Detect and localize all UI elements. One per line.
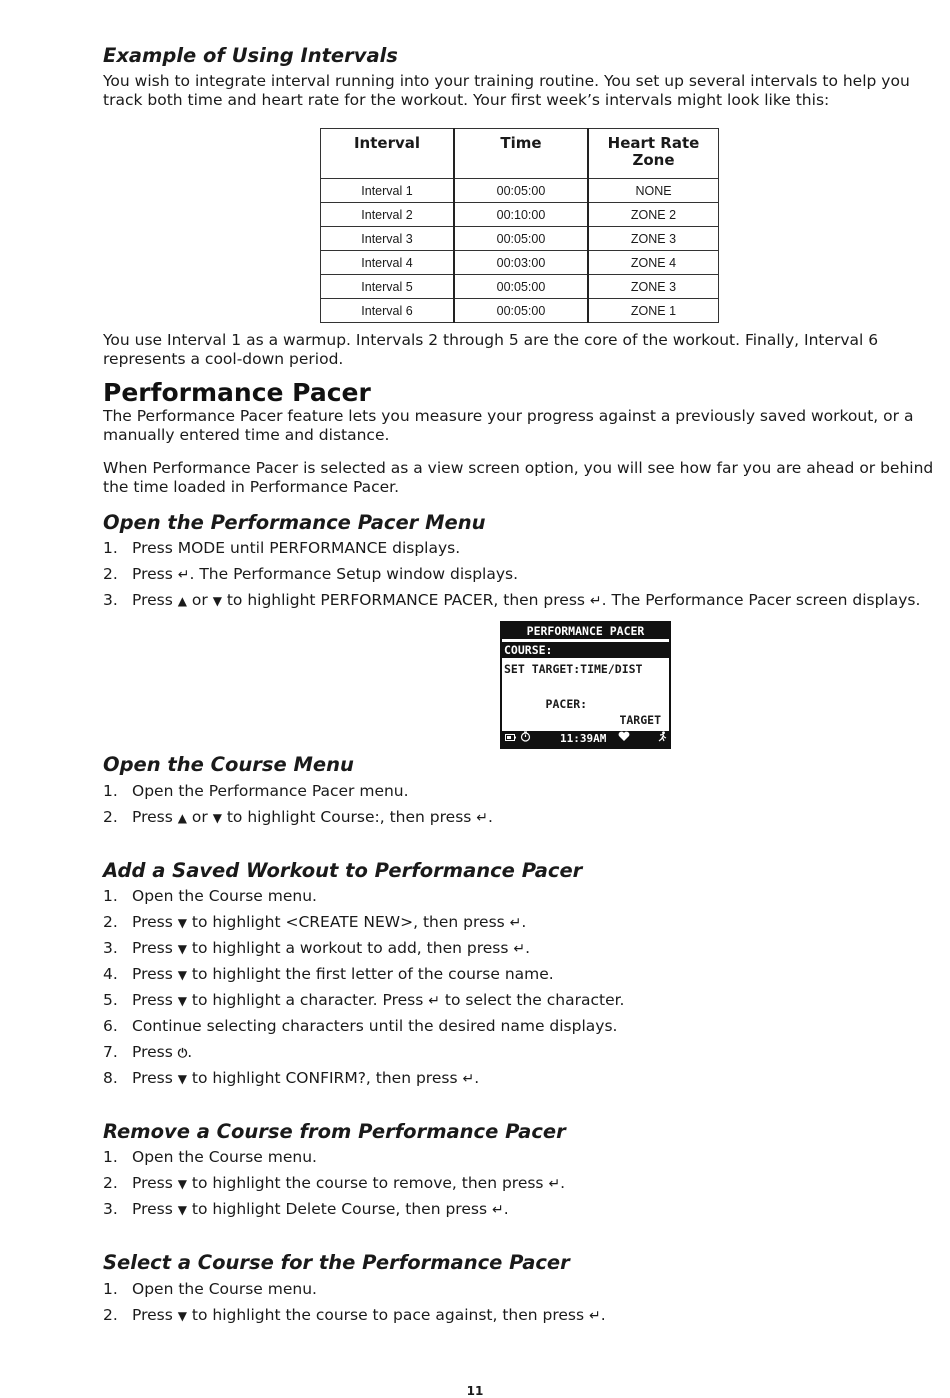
list-item xyxy=(103,590,920,610)
step-text: Press xyxy=(132,1043,178,1061)
step-text: to highlight the course to remove, then press xyxy=(186,1174,549,1192)
list-item xyxy=(103,1305,606,1325)
section-title-intervals-example: Example of Using Intervals xyxy=(103,44,398,67)
enter-icon: ↵ xyxy=(177,567,190,583)
step-text: Press xyxy=(132,965,178,983)
step-number: 7. xyxy=(103,1043,118,1061)
power-icon: ⏻ xyxy=(177,1046,188,1060)
pacer-description-paragraph: The Performance Pacer feature lets you measure your progress against a previously saved workout, or a manually entered time and distance. xyxy=(103,407,914,444)
step-number: 4. xyxy=(103,965,118,983)
enter-icon: ↵ xyxy=(428,993,440,1009)
step-text: Press xyxy=(132,1069,178,1087)
step-number: 2. xyxy=(103,1174,118,1192)
down-arrow-icon: ▼ xyxy=(177,1177,187,1191)
table-cell: ZONE 3 xyxy=(588,227,719,251)
table-row xyxy=(321,227,719,251)
down-arrow-icon: ▼ xyxy=(212,811,222,825)
step-text: to highlight Delete Course, then press xyxy=(186,1200,492,1218)
step-number: 3. xyxy=(103,1200,118,1218)
table-row xyxy=(321,251,719,275)
step-number: 6. xyxy=(103,1017,118,1035)
step-text: to select the character. xyxy=(440,991,625,1009)
list-item xyxy=(103,964,554,984)
step-text: to highlight CONFIRM?, then press xyxy=(186,1069,463,1087)
list-item xyxy=(103,886,317,906)
table-cell: ZONE 2 xyxy=(588,203,719,227)
column-header-time: Time xyxy=(454,129,588,179)
step-text: . xyxy=(560,1174,566,1192)
step-number: 5. xyxy=(103,991,118,1009)
table-cell: 00:05:00 xyxy=(454,179,588,203)
lcd-status-bar xyxy=(502,731,669,747)
step-text: . The Performance Setup window displays. xyxy=(189,565,519,583)
step-text: Press xyxy=(132,1306,178,1324)
down-arrow-icon: ▼ xyxy=(177,968,187,982)
list-item xyxy=(103,538,460,558)
enter-icon: ↵ xyxy=(491,1202,504,1218)
list-item xyxy=(103,564,518,584)
step-text: . xyxy=(503,1200,509,1218)
table-cell: Interval 4 xyxy=(321,251,455,275)
section-title-open-course-menu: Open the Course Menu xyxy=(103,753,354,776)
down-arrow-icon: ▼ xyxy=(177,994,187,1008)
down-arrow-icon: ▼ xyxy=(177,1072,187,1086)
table-cell: ZONE 3 xyxy=(588,275,719,299)
enter-icon: ↵ xyxy=(513,941,526,957)
table-cell: 00:05:00 xyxy=(454,275,588,299)
list-item xyxy=(103,1199,509,1219)
table-cell: 00:10:00 xyxy=(454,203,588,227)
step-text: Press xyxy=(132,991,178,1009)
step-text: Press xyxy=(132,1200,178,1218)
step-text: Press xyxy=(132,1174,178,1192)
list-item xyxy=(103,1173,565,1193)
step-number: 1. xyxy=(103,1280,118,1298)
enter-icon: ↵ xyxy=(462,1071,475,1087)
lcd-clock: 11:39AM xyxy=(560,732,607,745)
intervals-intro-paragraph: You wish to integrate interval running into your training routine. You set up several intervals to help you track both time and heart rate for the workout. Your first week’s intervals might look like this: xyxy=(103,72,910,109)
enter-icon: ↵ xyxy=(589,593,602,609)
lcd-row-pacer xyxy=(504,680,667,727)
step-text: Press xyxy=(132,591,178,609)
table-row xyxy=(321,299,719,323)
table-row xyxy=(321,203,719,227)
step-text: Open the Course menu. xyxy=(132,1280,317,1298)
step-text: Press xyxy=(132,913,178,931)
list-item xyxy=(103,990,625,1010)
list-item xyxy=(103,1068,479,1088)
table-header-row xyxy=(321,129,719,179)
step-text: to highlight the course to pace against, then press xyxy=(186,1306,590,1324)
enter-icon: ↵ xyxy=(589,1308,601,1324)
table-cell: Interval 1 xyxy=(321,179,455,203)
step-text: . xyxy=(521,913,527,931)
table-cell: NONE xyxy=(588,179,719,203)
lcd-row-set-target: SET TARGET:TIME/DIST xyxy=(504,662,643,676)
up-arrow-icon: ▲ xyxy=(177,811,187,825)
step-number: 2. xyxy=(103,1306,118,1324)
enter-icon: ↵ xyxy=(476,810,489,826)
table-cell: Interval 3 xyxy=(321,227,455,251)
list-item xyxy=(103,781,409,801)
column-header-heart-rate-zone: Heart Rate Zone xyxy=(588,129,719,179)
step-number: 2. xyxy=(103,565,118,583)
list-item xyxy=(103,1147,317,1167)
step-text: . xyxy=(600,1306,606,1324)
enter-icon: ↵ xyxy=(509,915,522,931)
intervals-table xyxy=(320,128,719,323)
section-title-open-pacer-menu: Open the Performance Pacer Menu xyxy=(103,511,486,534)
section-title-add-saved-workout: Add a Saved Workout to Performance Pacer xyxy=(103,859,583,882)
step-number: 1. xyxy=(103,1148,118,1166)
step-text: . xyxy=(474,1069,480,1087)
list-item xyxy=(103,807,493,827)
table-row xyxy=(321,275,719,299)
column-header-interval: Interval xyxy=(321,129,455,179)
lcd-pacer-value: TARGET xyxy=(619,713,661,727)
lcd-pacer-label: PACER: xyxy=(545,697,588,711)
step-text: to highlight <CREATE NEW>, then press xyxy=(186,913,510,931)
step-text: Open the Performance Pacer menu. xyxy=(132,782,409,800)
page-number: 11 xyxy=(466,1384,484,1398)
step-number: 1. xyxy=(103,782,118,800)
runner-icon xyxy=(657,731,667,747)
list-item xyxy=(103,1279,317,1299)
step-text: to highlight Course:, then press xyxy=(221,808,477,826)
table-row xyxy=(321,179,719,203)
down-arrow-icon: ▼ xyxy=(177,1309,187,1323)
step-text: . xyxy=(488,808,493,826)
table-cell: 00:05:00 xyxy=(454,227,588,251)
table-cell: Interval 5 xyxy=(321,275,455,299)
table-cell: 00:05:00 xyxy=(454,299,588,323)
down-arrow-icon: ▼ xyxy=(177,1203,187,1217)
step-text: Continue selecting characters until the desired name displays. xyxy=(132,1017,618,1035)
step-text: Press xyxy=(132,808,178,826)
intervals-outro-paragraph: You use Interval 1 as a warmup. Intervals 2 through 5 are the core of the workout. Finally, Interval 6 represents a cool-down period. xyxy=(103,331,879,368)
step-text: Press MODE until PERFORMANCE displays. xyxy=(132,539,461,557)
down-arrow-icon: ▼ xyxy=(212,594,222,608)
lcd-title: PERFORMANCE PACER xyxy=(502,623,669,639)
step-text: to highlight a workout to add, then press xyxy=(186,939,514,957)
pacer-view-screen-paragraph: When Performance Pacer is selected as a view screen option, you will see how far you are ahead or behind the time loaded in Performance Pacer. xyxy=(103,459,934,496)
battery-icon xyxy=(505,731,516,747)
lcd-display xyxy=(502,623,669,747)
step-text: to highlight the first letter of the course name. xyxy=(186,965,554,983)
section-title-remove-course: Remove a Course from Performance Pacer xyxy=(103,1120,566,1143)
step-number: 2. xyxy=(103,913,118,931)
step-text: . xyxy=(187,1043,193,1061)
step-text: Press xyxy=(132,939,178,957)
section-title-select-course: Select a Course for the Performance Pacer xyxy=(103,1251,570,1274)
step-text: . The Performance Pacer screen displays. xyxy=(601,591,921,609)
list-item xyxy=(103,1016,617,1036)
lcd-selected-row: COURSE: xyxy=(502,642,669,658)
list-item xyxy=(103,1042,192,1062)
table-cell: ZONE 1 xyxy=(588,299,719,323)
enter-icon: ↵ xyxy=(548,1176,561,1192)
table-cell: Interval 6 xyxy=(321,299,455,323)
step-number: 3. xyxy=(103,939,118,957)
table-cell: Interval 2 xyxy=(321,203,455,227)
up-arrow-icon: ▲ xyxy=(177,594,187,608)
page-heading-performance-pacer: Performance Pacer xyxy=(103,378,371,407)
down-arrow-icon: ▼ xyxy=(177,942,187,956)
step-number: 1. xyxy=(103,887,118,905)
step-number: 1. xyxy=(103,539,118,557)
step-number: 3. xyxy=(103,591,118,609)
list-item xyxy=(103,938,530,958)
step-number: 2. xyxy=(103,808,118,826)
step-text: to highlight a character. Press xyxy=(186,991,429,1009)
step-text: Open the Course menu. xyxy=(132,1148,317,1166)
step-text: or xyxy=(186,808,213,826)
step-text: or xyxy=(186,591,213,609)
table-cell: ZONE 4 xyxy=(588,251,719,275)
step-text: . xyxy=(525,939,531,957)
step-text: Open the Course menu. xyxy=(132,887,317,905)
step-text: Press xyxy=(132,565,178,583)
list-item xyxy=(103,912,526,932)
performance-pacer-lcd-screen xyxy=(500,621,671,749)
heart-icon xyxy=(618,731,630,747)
step-text: to highlight PERFORMANCE PACER, then press xyxy=(221,591,590,609)
stopwatch-icon xyxy=(520,731,531,747)
step-number: 8. xyxy=(103,1069,118,1087)
table-cell: 00:03:00 xyxy=(454,251,588,275)
down-arrow-icon: ▼ xyxy=(177,916,187,930)
